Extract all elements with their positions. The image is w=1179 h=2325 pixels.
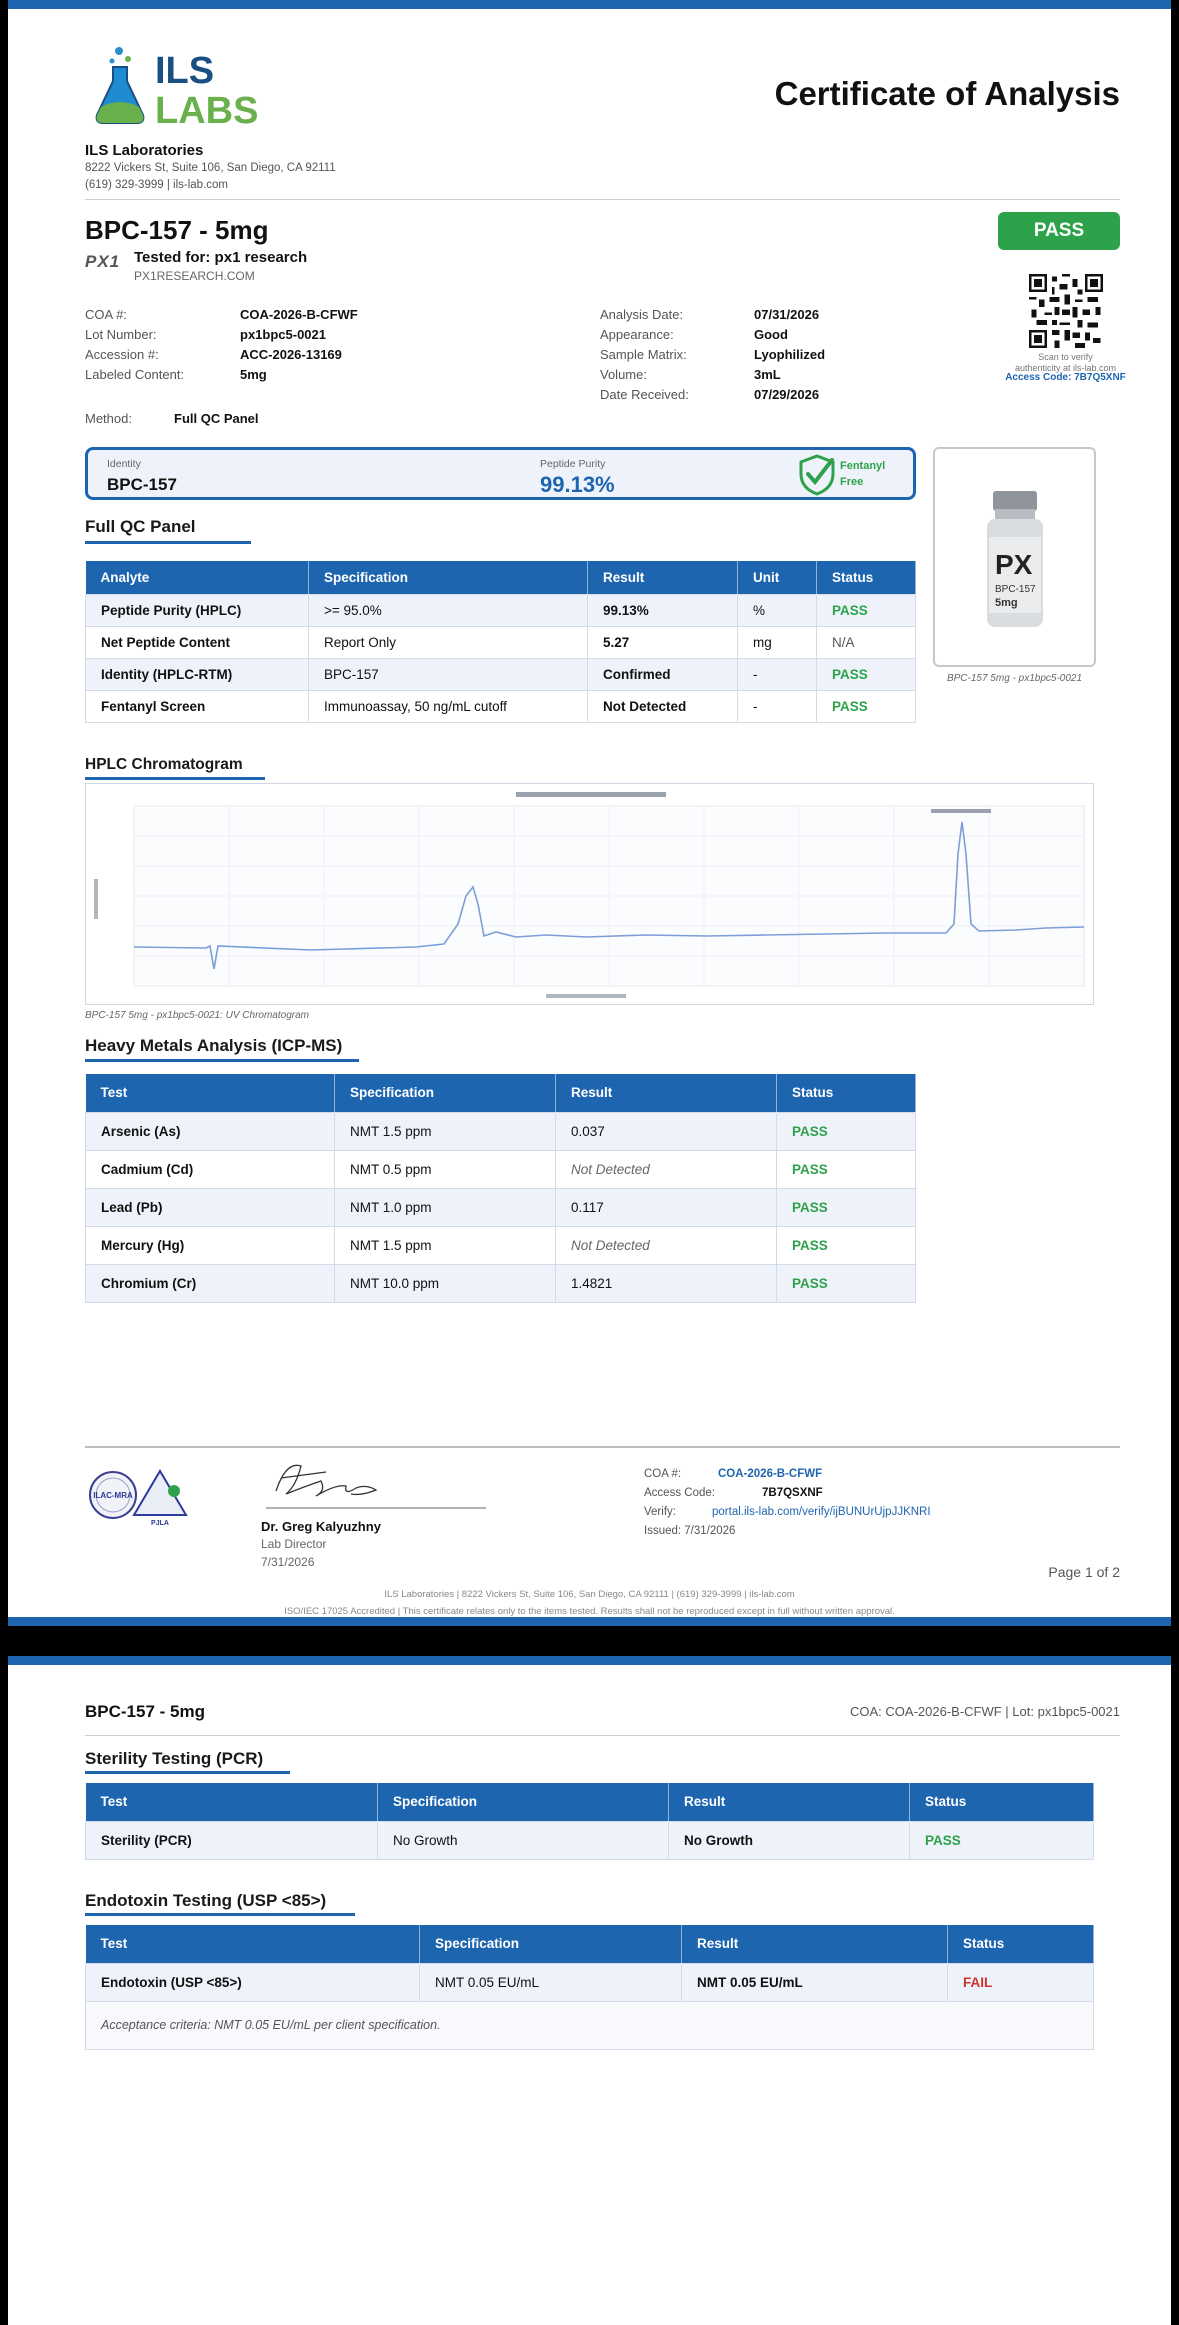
endotoxin-title: Endotoxin Testing (USP <85>) bbox=[85, 1891, 327, 1910]
cell-result: 0.037 bbox=[556, 1112, 777, 1150]
section-underline bbox=[85, 1913, 355, 1916]
qr-caption-1: Scan to verify bbox=[1038, 352, 1093, 362]
product-vial-image bbox=[933, 447, 1096, 667]
table-row bbox=[86, 1264, 916, 1302]
table-row bbox=[86, 1112, 916, 1150]
acceptance-criteria-note: Acceptance criteria: NMT 0.05 EU/mL per client specification. bbox=[86, 2001, 1094, 2049]
col-header: Result bbox=[556, 1074, 777, 1112]
cell-result: 5.27 bbox=[588, 626, 738, 658]
qr-code-icon[interactable] bbox=[1029, 274, 1103, 348]
table-row bbox=[86, 594, 916, 626]
info-value: px1bpc5-0021 bbox=[240, 327, 326, 342]
qr-access-code: Access Code: 7B7Q5XNF bbox=[1005, 372, 1126, 383]
shield-check-icon bbox=[798, 454, 836, 496]
section-underline bbox=[85, 1059, 359, 1062]
status-pass: PASS bbox=[777, 1188, 916, 1226]
sterility-table bbox=[85, 1783, 1094, 1860]
table-note-row bbox=[86, 2001, 1094, 2049]
cell-spec: NMT 1.5 ppm bbox=[335, 1112, 556, 1150]
cell-test: Chromium (Cr) bbox=[86, 1264, 335, 1302]
coa-page-1 bbox=[8, 0, 1171, 1626]
col-header: Result bbox=[588, 561, 738, 594]
info-value: 5mg bbox=[240, 367, 267, 382]
info-value: 07/29/2026 bbox=[754, 387, 820, 402]
tested-for-url: PX1RESEARCH.COM bbox=[134, 269, 255, 283]
info-value: Good bbox=[754, 327, 788, 342]
access-code-label: Access Code: bbox=[644, 1487, 715, 1499]
cell-unit: mg bbox=[738, 626, 817, 658]
cell-result: Not Detected bbox=[556, 1226, 777, 1264]
col-header: Analyte bbox=[86, 561, 309, 594]
cell-analyte: Fentanyl Screen bbox=[86, 690, 309, 722]
vial-dose: 5mg bbox=[995, 597, 1018, 609]
col-header: Status bbox=[910, 1783, 1094, 1821]
col-header: Result bbox=[682, 1925, 948, 1963]
status-na: N/A bbox=[817, 626, 916, 658]
footer-divider bbox=[85, 1446, 1120, 1448]
verify-link[interactable]: portal.ils-lab.com/verify/ijBUNUrUjpJJKNRI bbox=[712, 1506, 931, 1518]
status-pass: PASS bbox=[777, 1226, 916, 1264]
lab-contact: (619) 329-3999 | ils-lab.com bbox=[85, 179, 228, 191]
overall-pass-badge: PASS bbox=[998, 212, 1120, 250]
info-value: 07/31/2026 bbox=[754, 307, 820, 322]
table-row bbox=[86, 658, 916, 690]
cell-unit: % bbox=[738, 594, 817, 626]
lab-address: 8222 Vickers St, Suite 106, San Diego, CA 92111 bbox=[85, 162, 336, 174]
heavy-metals-title: Heavy Metals Analysis (ICP-MS) bbox=[85, 1036, 343, 1055]
cell-spec: BPC-157 bbox=[309, 658, 588, 690]
accreditation-badges bbox=[88, 1469, 208, 1529]
cell-result: No Growth bbox=[669, 1821, 910, 1859]
coa-page-2 bbox=[8, 1656, 1171, 2325]
section-underline bbox=[85, 777, 265, 780]
cell-unit: - bbox=[738, 690, 817, 722]
info-label: Lot Number: bbox=[85, 327, 157, 342]
info-label: Analysis Date: bbox=[600, 307, 684, 322]
cell-test: Arsenic (As) bbox=[86, 1112, 335, 1150]
status-pass: PASS bbox=[817, 594, 916, 626]
status-pass: PASS bbox=[817, 658, 916, 690]
fentanyl-line-2: Free bbox=[840, 476, 864, 488]
table-row bbox=[86, 1226, 916, 1264]
hplc-chromatogram-image bbox=[85, 783, 1094, 1005]
col-header: Specification bbox=[309, 561, 588, 594]
cell-analyte: Peptide Purity (HPLC) bbox=[86, 594, 309, 626]
identity-label: Identity bbox=[107, 458, 141, 470]
vial-caption: BPC-157 5mg - px1bpc5-0021 bbox=[946, 673, 1083, 684]
lab-name: ILS Laboratories bbox=[85, 142, 204, 159]
cell-spec: NMT 10.0 ppm bbox=[335, 1264, 556, 1302]
cell-test: Mercury (Hg) bbox=[86, 1226, 335, 1264]
pjla-text: PJLA bbox=[151, 1520, 169, 1527]
cell-result: 0.117 bbox=[556, 1188, 777, 1226]
logo-ils-text: ILS bbox=[155, 50, 215, 92]
col-header: Status bbox=[817, 561, 916, 594]
col-header: Test bbox=[86, 1925, 420, 1963]
product-title: BPC-157 - 5mg bbox=[85, 215, 269, 245]
cell-result: Not Detected bbox=[556, 1150, 777, 1188]
col-header: Result bbox=[669, 1783, 910, 1821]
info-label: Date Received: bbox=[600, 387, 689, 402]
header-divider bbox=[85, 199, 1120, 200]
cell-result: NMT 0.05 EU/mL bbox=[682, 1963, 948, 2001]
qc-panel-table bbox=[85, 561, 916, 723]
cell-result: Not Detected bbox=[588, 690, 738, 722]
page2-divider bbox=[85, 1735, 1120, 1736]
cell-spec: Report Only bbox=[309, 626, 588, 658]
cell-result: 99.13% bbox=[588, 594, 738, 626]
ils-labs-logo bbox=[85, 41, 270, 131]
cell-result: Confirmed bbox=[588, 658, 738, 690]
info-value: 3mL bbox=[754, 367, 781, 382]
page2-header-right: COA: COA-2026-B-CFWF | Lot: px1bpc5-0021 bbox=[850, 1704, 1120, 1719]
col-header: Specification bbox=[335, 1074, 556, 1112]
info-label: Sample Matrix: bbox=[600, 347, 687, 362]
info-label: Appearance: bbox=[600, 327, 674, 342]
method-label: Method: bbox=[85, 411, 132, 426]
col-header: Test bbox=[86, 1074, 335, 1112]
col-header: Test bbox=[86, 1783, 378, 1821]
vial-label: BPC-157 bbox=[995, 584, 1036, 595]
purity-label: Peptide Purity bbox=[540, 458, 606, 470]
coa-label: COA #: bbox=[644, 1468, 682, 1480]
document-title: Certificate of Analysis bbox=[774, 75, 1120, 112]
cell-test: Cadmium (Cd) bbox=[86, 1150, 335, 1188]
signer-date: 7/31/2026 bbox=[261, 1555, 315, 1569]
cell-spec: NMT 0.5 ppm bbox=[335, 1150, 556, 1188]
ilac-mra-badge bbox=[90, 1472, 136, 1518]
status-pass: PASS bbox=[910, 1821, 1094, 1859]
chromatogram-caption: BPC-157 5mg - px1bpc5-0021: UV Chromatogram bbox=[85, 1010, 309, 1021]
cell-spec: >= 95.0% bbox=[309, 594, 588, 626]
cell-spec: No Growth bbox=[378, 1821, 669, 1859]
qc-panel-title: Full QC Panel bbox=[85, 517, 196, 536]
ilac-mra-text: ILAC-MRA bbox=[93, 1491, 133, 1500]
cell-spec: Immunoassay, 50 ng/mL cutoff bbox=[309, 690, 588, 722]
status-fail: FAIL bbox=[948, 1963, 1094, 2001]
table-row bbox=[86, 626, 916, 658]
col-header: Status bbox=[948, 1925, 1094, 1963]
pjla-badge bbox=[134, 1471, 186, 1527]
col-header: Unit bbox=[738, 561, 817, 594]
tested-for: Tested for: px1 research bbox=[134, 249, 308, 266]
logo-labs-text: LABS bbox=[155, 90, 259, 131]
table-row bbox=[86, 1821, 1094, 1859]
signature-image bbox=[266, 1456, 486, 1511]
cell-spec: NMT 1.0 ppm bbox=[335, 1188, 556, 1226]
info-value: ACC-2026-13169 bbox=[240, 347, 342, 362]
purity-value: 99.13% bbox=[540, 472, 615, 497]
sterility-title: Sterility Testing (PCR) bbox=[85, 1749, 264, 1768]
identity-summary-box bbox=[85, 447, 916, 500]
signer-name: Dr. Greg Kalyuzhny bbox=[261, 1519, 381, 1534]
fentanyl-free-label bbox=[840, 458, 885, 490]
client-logo: PX1 bbox=[85, 252, 121, 271]
cell-test: Endotoxin (USP <85>) bbox=[86, 1963, 420, 2001]
cell-unit: - bbox=[738, 658, 817, 690]
page2-product-title: BPC-157 - 5mg bbox=[85, 1702, 205, 1721]
qr-caption-2: authenticity at ils-lab.com bbox=[1014, 363, 1117, 373]
table-row bbox=[86, 690, 916, 722]
table-row bbox=[86, 1150, 916, 1188]
col-header: Specification bbox=[378, 1783, 669, 1821]
cell-spec: NMT 1.5 ppm bbox=[335, 1226, 556, 1264]
chromatogram-title: HPLC Chromatogram bbox=[85, 756, 243, 773]
info-value: Lyophilized bbox=[754, 347, 826, 362]
endotoxin-table bbox=[85, 1925, 1094, 2050]
info-label: Accession #: bbox=[85, 347, 159, 362]
issued-date: Issued: 7/31/2026 bbox=[644, 1525, 736, 1537]
cell-test: Sterility (PCR) bbox=[86, 1821, 378, 1859]
verify-label: Verify: bbox=[644, 1506, 676, 1518]
vial-brand: PX bbox=[995, 549, 1033, 580]
cell-analyte: Identity (HPLC-RTM) bbox=[86, 658, 309, 690]
access-code-value: 7B7QSXNF bbox=[762, 1487, 823, 1499]
footer-address-line: ILS Laboratories | 8222 Vickers St, Suite 106, San Diego, CA 92111 | (619) 329-3999 | ils-lab.com bbox=[384, 1589, 795, 1600]
table-row bbox=[86, 1188, 916, 1226]
heavy-metals-table bbox=[85, 1074, 916, 1303]
cell-result: 1.4821 bbox=[556, 1264, 777, 1302]
footer-disclaimer-line: ISO/IEC 17025 Accredited | This certificate relates only to the items tested. Results shall not be reproduced except in full without written approval. bbox=[284, 1606, 895, 1617]
status-pass: PASS bbox=[777, 1150, 916, 1188]
page-bottom-bar bbox=[8, 1617, 1171, 1626]
cell-test: Lead (Pb) bbox=[86, 1188, 335, 1226]
info-label: Labeled Content: bbox=[85, 367, 185, 382]
section-underline bbox=[85, 1771, 290, 1774]
fentanyl-line-1: Fentanyl bbox=[840, 460, 886, 472]
identity-value: BPC-157 bbox=[107, 475, 177, 494]
table-row bbox=[86, 1963, 1094, 2001]
coa-value: COA-2026-B-CFWF bbox=[718, 1468, 823, 1480]
col-header: Specification bbox=[420, 1925, 682, 1963]
info-value: COA-2026-B-CFWF bbox=[240, 307, 358, 322]
info-label: COA #: bbox=[85, 307, 127, 322]
method-value: Full QC Panel bbox=[174, 411, 259, 426]
section-underline bbox=[85, 541, 251, 544]
col-header: Status bbox=[777, 1074, 916, 1112]
cell-analyte: Net Peptide Content bbox=[86, 626, 309, 658]
cell-spec: NMT 0.05 EU/mL bbox=[420, 1963, 682, 2001]
page-number: Page 1 of 2 bbox=[1048, 1564, 1120, 1580]
status-pass: PASS bbox=[777, 1264, 916, 1302]
status-pass: PASS bbox=[777, 1112, 916, 1150]
info-label: Volume: bbox=[600, 367, 647, 382]
status-pass: PASS bbox=[817, 690, 916, 722]
signer-title: Lab Director bbox=[261, 1537, 327, 1551]
